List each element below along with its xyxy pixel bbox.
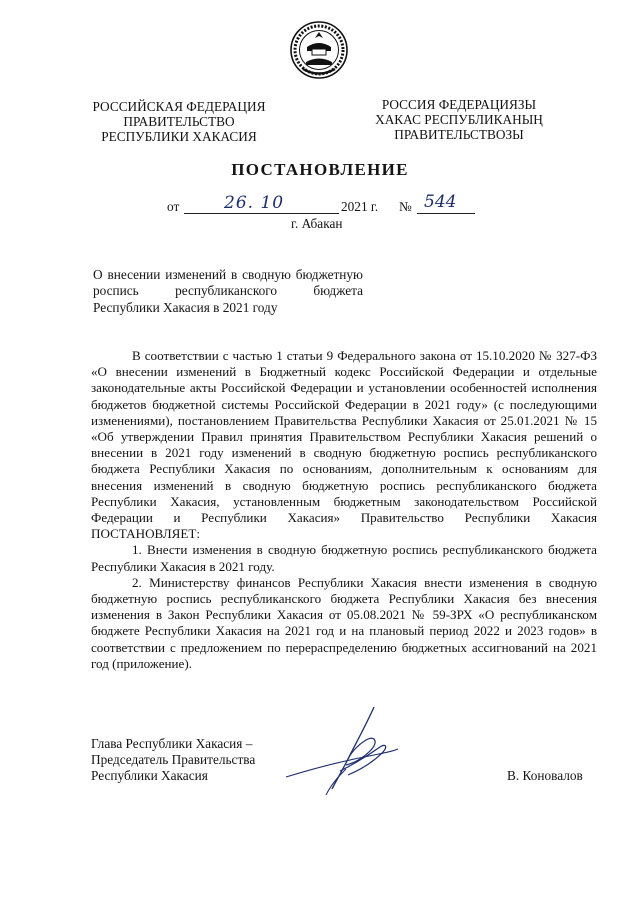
date-year: 2021 г. <box>341 199 379 214</box>
number-label: № <box>399 199 412 214</box>
city-name: г. Абакан <box>291 216 343 231</box>
body-paragraph-intro: В соответствии с частью 1 статьи 9 Федерального закона от 15.10.2020 № 327-ФЗ «О внесении изменений в Бюджетный кодекс Российской Федерации и отдельные законодательные акты Российской Федерации и установлении особенностей исполнения бюджетов бюджетной системы Российской Федерации в 2021 году» (с последующими изменениями), постановлением Правительства Республики Хакасия от 25.01.2021 № 15 «Об утверждении Правил принятия Правительством Республики Хакасия решений о внесении в 2021 году изменений в сводную бюджетную роспись республиканского бюджета Республики Хакасия по основаниям, дополнительным к основаниям для внесения изменений в сводную бюджетную роспись республиканского бюджета Республики Хакасия, установленным бюджетным законодательством Российской Федерации и Республики Хакасия» Правительство Республики Хакасия ПОСТАНОВЛЯЕТ: <box>91 348 597 542</box>
coat-of-arms-emblem-icon <box>289 20 349 82</box>
document-subject: О внесении изменений в сводную бюджетную роспись республиканского бюджета Республики Хакасия в 2021 году <box>93 267 363 315</box>
signatory-title-line-1: Глава Республики Хакасия – <box>91 736 253 751</box>
document-title: ПОСТАНОВЛЕНИЕ <box>231 160 409 179</box>
document-body <box>91 348 597 672</box>
signatory-title-line-2: Председатель Правительства <box>91 752 256 767</box>
handwritten-signature-icon <box>282 703 400 803</box>
header-left-line-2: ПРАВИТЕЛЬСТВО <box>123 114 235 129</box>
signatory-title <box>91 736 291 784</box>
date-prefix: от <box>167 199 180 214</box>
signatory-name: В. Коновалов <box>507 768 583 783</box>
signatory-title-line-3: Республики Хакасия <box>91 768 208 783</box>
date-number-line <box>0 192 640 216</box>
handwritten-number: 544 <box>424 192 457 212</box>
header-right-line-2: ХАКАС РЕСПУБЛИКАНЫҢ <box>375 112 543 127</box>
body-paragraph-item-2: 2. Министерству финансов Республики Хакасия внести изменения в сводную бюджетную роспись республиканского бюджета Республики Хакасия без внесения изменения в Закон Республики Хакасия от 05.08.2021 № 59-ЗРХ «О республиканском бюджете Республики Хакасия на 2021 год и на плановый период 2022 и 2023 годов» в соответствии с предложением по перераспределению бюджетных ассигнований на 2021 год (приложение). <box>91 574 597 671</box>
header-left-line-1: РОССИЙСКАЯ ФЕДЕРАЦИЯ <box>92 99 266 114</box>
header-right-line-3: ПРАВИТЕЛЬСТВОЗЫ <box>394 127 524 142</box>
header-left-russian <box>88 99 270 144</box>
date-underline <box>184 213 339 214</box>
number-underline <box>417 213 475 214</box>
handwritten-date: 26. 10 <box>224 193 285 213</box>
header-left-line-3: РЕСПУБЛИКИ ХАКАСИЯ <box>101 129 257 144</box>
body-paragraph-item-1: 1. Внести изменения в сводную бюджетную роспись республиканского бюджета Республики Хакасия в 2021 году. <box>91 542 597 574</box>
header-right-line-1: РОССИЯ ФЕДЕРАЦИЯЗЫ <box>381 97 537 112</box>
header-right-khakas <box>366 97 552 142</box>
